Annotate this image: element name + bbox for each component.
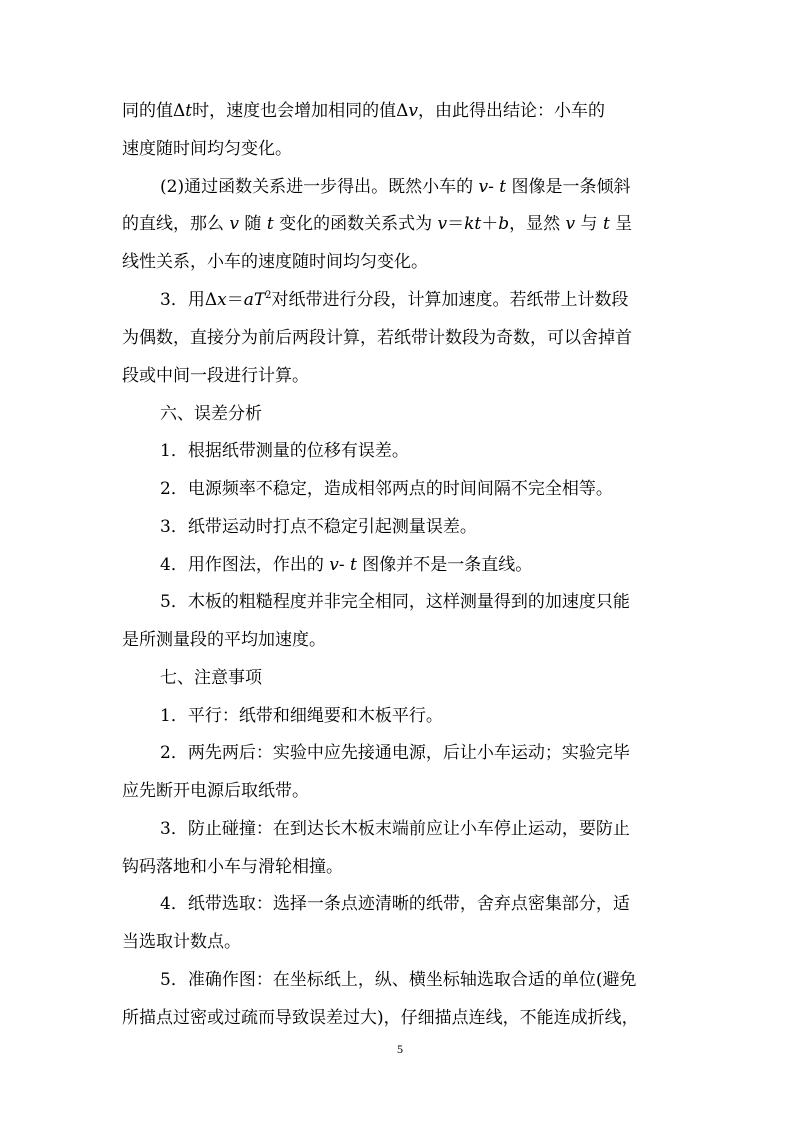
- list-item: 5．准确作图：在坐标纸上，纵、横坐标轴选取合适的单位(避免: [160, 970, 637, 990]
- paragraph-line: 线性关系，小车的速度随时间均匀变化。: [122, 252, 428, 272]
- paragraph-line: (2)通过函数关系进一步得出。既然小车的 v- t 图像是一条倾斜: [160, 177, 631, 197]
- list-item: 1．平行：纸带和细绳要和木板平行。: [160, 706, 443, 726]
- list-item-continuation: 钩码落地和小车与滑轮相撞。: [122, 857, 343, 877]
- section-heading-precautions: 七、注意事项: [160, 668, 262, 688]
- list-item: 5．木板的粗糙程度并非完全相同，这样测量得到的加速度只能: [160, 592, 630, 612]
- paragraph-line: 速度随时间均匀变化。: [122, 139, 292, 159]
- list-item-continuation: 应先断开电源后取纸带。: [122, 781, 309, 801]
- paragraph-line: 3．用$\Delta x=aT^2$对纸带进行分段，计算加速度。若纸带上计数段: [160, 290, 629, 310]
- paragraph-line: 为偶数，直接分为前后两段计算，若纸带计数段为奇数，可以舍掉首: [122, 328, 632, 348]
- list-item: 3．纸带运动时打点不稳定引起测量误差。: [160, 517, 477, 537]
- list-item-continuation: 当选取计数点。: [122, 932, 241, 952]
- list-item-continuation: 是所测量段的平均加速度。: [122, 630, 326, 650]
- paragraph-line: 同的值Δt时，速度也会增加相同的值Δv，由此得出结论：小车的: [122, 101, 606, 121]
- list-item: 1．根据纸带测量的位移有误差。: [160, 441, 409, 461]
- page-number: 5: [397, 1042, 403, 1056]
- paragraph-line: 段或中间一段进行计算。: [122, 366, 309, 386]
- list-item: 4．纸带选取：选择一条点迹清晰的纸带，舍弃点密集部分，适: [160, 894, 630, 914]
- paragraph-line: 的直线，那么 v 随 t 变化的函数关系式为 v＝kt＋b，显然 v 与 t 呈: [122, 214, 633, 234]
- list-item-continuation: 所描点过密或过疏而导致误差过大)，仔细描点连线，不能连成折线，: [122, 1008, 639, 1028]
- list-item: 2．电源频率不稳定，造成相邻两点的时间间隔不完全相等。: [160, 479, 613, 499]
- list-item: 4．用作图法，作出的 v- t 图像并不是一条直线。: [160, 555, 533, 575]
- list-item: 2．两先两后：实验中应先接通电源，后让小车运动；实验完毕: [160, 743, 630, 763]
- list-item: 3．防止碰撞：在到达长木板末端前应让小车停止运动，要防止: [160, 819, 630, 839]
- section-heading-error-analysis: 六、误差分析: [160, 404, 262, 424]
